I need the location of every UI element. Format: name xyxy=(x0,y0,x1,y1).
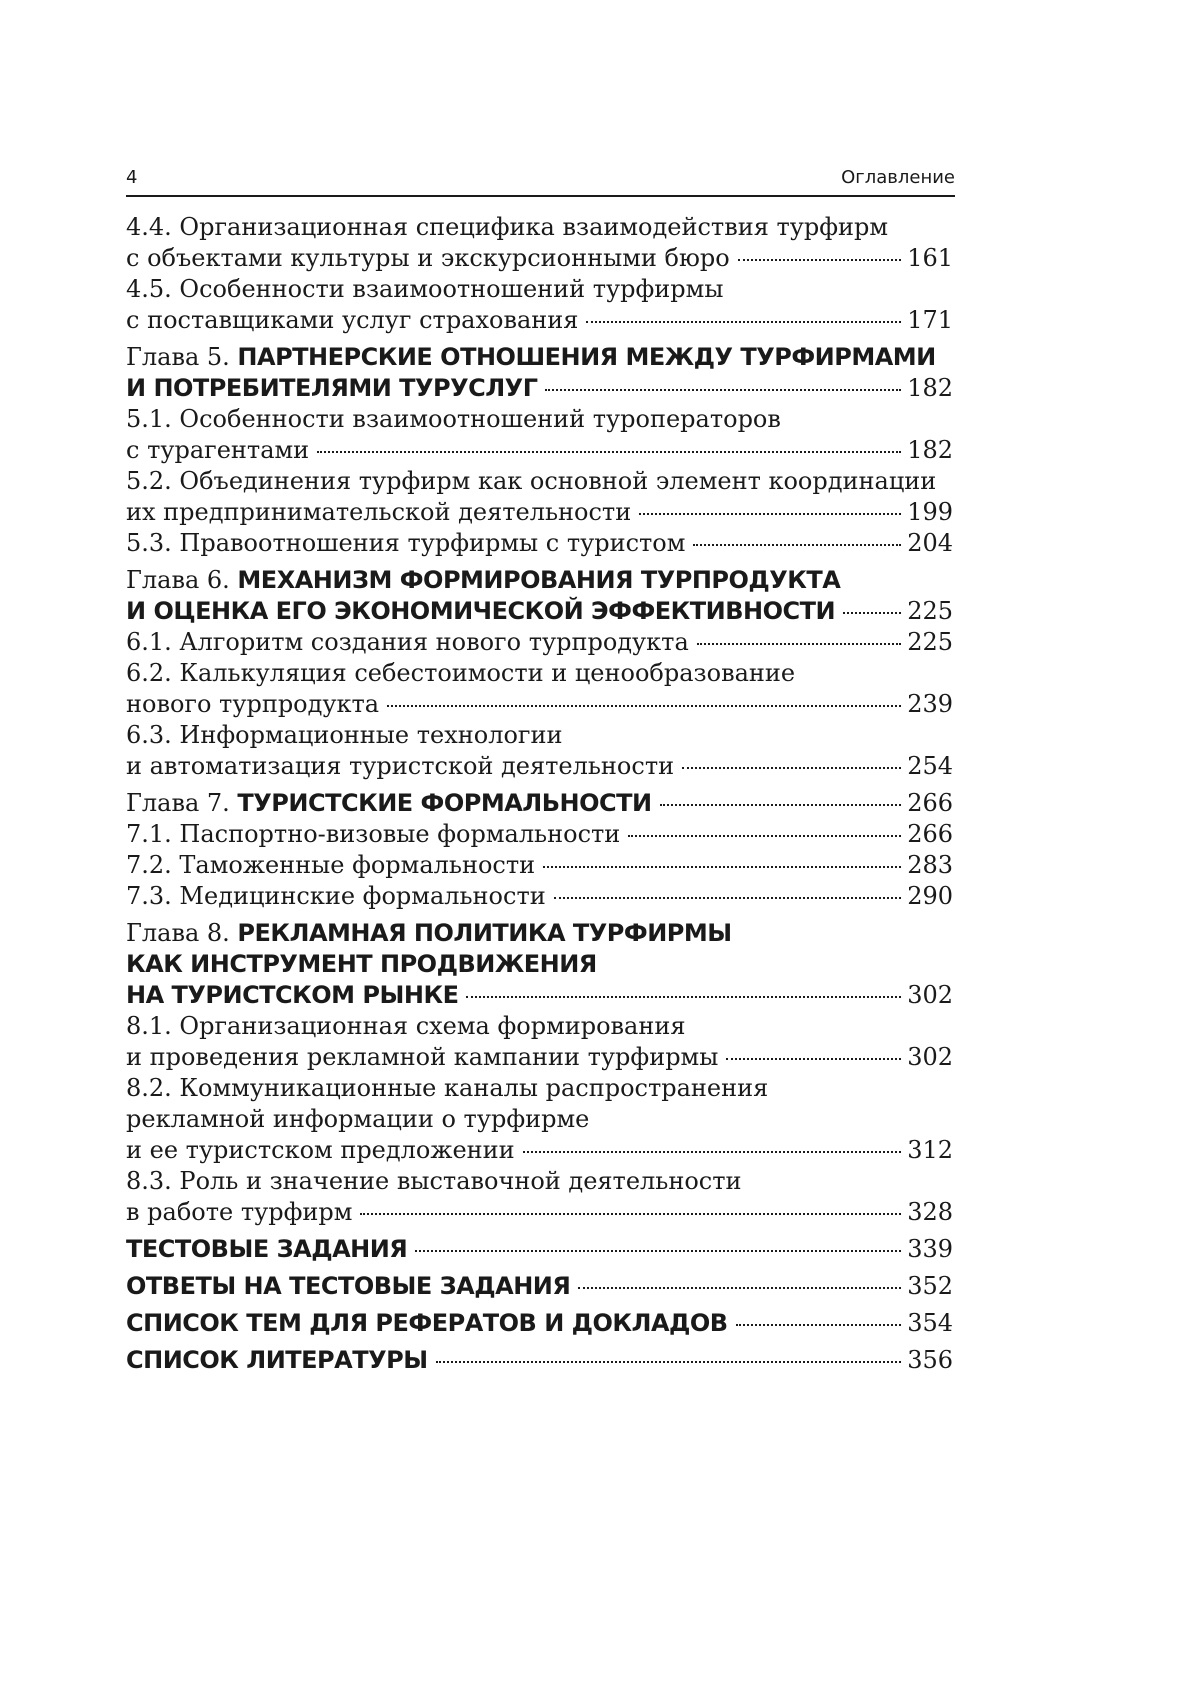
dot-leader xyxy=(726,1058,901,1060)
section-title: 7.3. Медицинские формальности xyxy=(126,882,546,910)
section-title: 6.1. Алгоритм создания нового турпродукта xyxy=(126,628,689,656)
toc-page-number: 199 xyxy=(907,498,953,526)
toc-entry-backmatter xyxy=(126,1308,953,1339)
chapter-title: НА ТУРИСТСКОМ РЫНКЕ xyxy=(126,981,459,1009)
dot-leader xyxy=(387,705,901,707)
toc-line-text xyxy=(126,689,379,720)
toc-line xyxy=(126,689,953,720)
toc-page-number: 352 xyxy=(907,1272,953,1300)
page-number: 4 xyxy=(126,167,138,188)
toc-line-text xyxy=(126,788,652,819)
toc-line xyxy=(126,1271,953,1302)
running-title: Оглавление xyxy=(841,167,955,188)
section-title: рекламной информации о турфирме xyxy=(126,1105,590,1133)
toc-line-text xyxy=(126,566,840,594)
toc-line-text xyxy=(126,1345,428,1376)
toc-entry-section xyxy=(126,274,953,336)
dot-leader xyxy=(578,1287,901,1289)
toc-entry-section xyxy=(126,627,953,658)
chapter-title: ОТВЕТЫ НА ТЕСТОВЫЕ ЗАДАНИЯ xyxy=(126,1272,571,1300)
toc-page-number: 302 xyxy=(907,981,953,1009)
toc-line-text xyxy=(126,1135,515,1166)
section-title: 5.2. Объединения турфирм как основной элемент координации xyxy=(126,467,937,495)
dot-leader xyxy=(317,451,901,453)
section-title: и проведения рекламной кампании турфирмы xyxy=(126,1043,719,1071)
toc-line xyxy=(126,1073,953,1104)
toc-line xyxy=(126,528,953,559)
toc-line xyxy=(126,274,953,305)
toc-page-number: 302 xyxy=(907,1043,953,1071)
toc-entry-section xyxy=(126,881,953,912)
toc-line xyxy=(126,435,953,466)
toc-line-text xyxy=(126,950,597,978)
toc-page-number: 312 xyxy=(907,1136,953,1164)
toc-entry-section xyxy=(126,212,953,274)
section-title: 8.2. Коммуникационные каналы распространения xyxy=(126,1074,769,1102)
toc-line-text xyxy=(126,919,732,947)
toc-line-text xyxy=(126,213,888,241)
chapter-title: И ПОТРЕБИТЕЛЯМИ ТУРУСЛУГ xyxy=(126,374,538,402)
chapter-prefix: Глава 6. xyxy=(126,566,238,594)
toc-line xyxy=(126,342,953,373)
dot-leader xyxy=(639,513,901,515)
toc-line-text xyxy=(126,435,309,466)
dot-leader xyxy=(660,804,902,806)
toc-line xyxy=(126,305,953,336)
toc-line xyxy=(126,373,953,404)
chapter-title: И ОЦЕНКА ЕГО ЭКОНОМИЧЕСКОЙ ЭФФЕКТИВНОСТИ xyxy=(126,597,836,625)
toc-line-text xyxy=(126,243,730,274)
toc-entry-section xyxy=(126,658,953,720)
section-title: 8.3. Роль и значение выставочной деятельности xyxy=(126,1167,742,1195)
toc-line-text xyxy=(126,819,620,850)
chapter-prefix: Глава 8. xyxy=(126,919,238,947)
chapter-prefix: Глава 7. xyxy=(126,789,238,817)
toc-line xyxy=(126,565,953,596)
toc-page-number: 204 xyxy=(907,529,953,557)
toc-entry-backmatter xyxy=(126,1345,953,1376)
toc-entry-section xyxy=(126,720,953,782)
toc-page-number: 354 xyxy=(907,1309,953,1337)
toc-entry-section xyxy=(126,1166,953,1228)
dot-leader xyxy=(545,389,901,391)
toc-line xyxy=(126,751,953,782)
toc-line xyxy=(126,980,953,1011)
toc-line-text xyxy=(126,1197,352,1228)
toc-page-number: 290 xyxy=(907,882,953,910)
toc-page-number: 182 xyxy=(907,374,953,402)
toc-page-number: 266 xyxy=(907,789,953,817)
dot-leader xyxy=(843,612,901,614)
chapter-title: СПИСОК ЛИТЕРАТУРЫ xyxy=(126,1346,428,1374)
toc-entry-section xyxy=(126,850,953,881)
toc-entry-chapter xyxy=(126,565,953,627)
section-title: нового турпродукта xyxy=(126,690,380,718)
toc-line xyxy=(126,1345,953,1376)
toc-entry-chapter xyxy=(126,342,953,404)
toc-page-number: 283 xyxy=(907,851,953,879)
section-title: с турагентами xyxy=(126,436,310,464)
section-title: в работе турфирм xyxy=(126,1198,353,1226)
section-title: 4.5. Особенности взаимоотношений турфирмы xyxy=(126,275,724,303)
toc-line-text xyxy=(126,881,546,912)
section-title: 4.4. Организационная специфика взаимодействия турфирм xyxy=(126,213,889,241)
toc-line xyxy=(126,497,953,528)
toc-page-number: 339 xyxy=(907,1235,953,1263)
toc-line-text xyxy=(126,373,537,404)
toc-line xyxy=(126,850,953,881)
toc-entry-section xyxy=(126,819,953,850)
dot-leader xyxy=(586,321,901,323)
toc-line xyxy=(126,1011,953,1042)
section-title: 7.2. Таможенные формальности xyxy=(126,851,536,879)
dot-leader xyxy=(436,1361,902,1363)
toc-line-text xyxy=(126,659,795,687)
toc-page-number: 182 xyxy=(907,436,953,464)
toc-line xyxy=(126,788,953,819)
toc-line-text xyxy=(126,721,562,749)
toc-line-text xyxy=(126,343,936,371)
toc-line xyxy=(126,658,953,689)
dot-leader xyxy=(360,1213,901,1215)
section-title: 6.2. Калькуляция себестоимости и ценообразование xyxy=(126,659,796,687)
toc-line-text xyxy=(126,1271,570,1302)
toc-line xyxy=(126,243,953,274)
toc-line-text xyxy=(126,1042,718,1073)
chapter-title: СПИСОК ТЕМ ДЛЯ РЕФЕРАТОВ И ДОКЛАДОВ xyxy=(126,1309,728,1337)
toc-line xyxy=(126,596,953,627)
section-title: 8.1. Организационная схема формирования xyxy=(126,1012,686,1040)
toc-line-text xyxy=(126,1167,742,1195)
toc-page-number: 161 xyxy=(907,244,953,272)
toc-line-text xyxy=(126,850,535,881)
chapter-title: ПАРТНЕРСКИЕ ОТНОШЕНИЯ МЕЖДУ ТУРФИРМАМИ xyxy=(237,343,936,371)
toc-line-text xyxy=(126,467,936,495)
toc-line xyxy=(126,1135,953,1166)
dot-leader xyxy=(697,643,901,645)
toc-page-number: 328 xyxy=(907,1198,953,1226)
section-title: и ее туристском предложении xyxy=(126,1136,515,1164)
toc-line-text xyxy=(126,305,578,336)
section-title: 5.1. Особенности взаимоотношений туроператоров xyxy=(126,405,781,433)
chapter-title: РЕКЛАМНАЯ ПОЛИТИКА ТУРФИРМЫ xyxy=(237,919,732,947)
chapter-title: МЕХАНИЗМ ФОРМИРОВАНИЯ ТУРПРОДУКТА xyxy=(237,566,841,594)
toc-line-text xyxy=(126,275,723,303)
table-of-contents xyxy=(126,212,953,1376)
dot-leader xyxy=(738,259,902,261)
toc-line xyxy=(126,1042,953,1073)
toc-entry-section xyxy=(126,404,953,466)
toc-line xyxy=(126,1234,953,1265)
dot-leader xyxy=(466,996,901,998)
section-title: с объектами культуры и экскурсионными бюро xyxy=(126,244,730,272)
toc-line xyxy=(126,627,953,658)
toc-entry-chapter xyxy=(126,788,953,819)
section-title: 7.1. Паспортно-визовые формальности xyxy=(126,820,621,848)
chapter-title: КАК ИНСТРУМЕНТ ПРОДВИЖЕНИЯ xyxy=(126,950,597,978)
section-title: и автоматизация туристской деятельности xyxy=(126,752,675,780)
toc-line xyxy=(126,404,953,435)
toc-line-text xyxy=(126,405,781,433)
toc-entry-section xyxy=(126,528,953,559)
toc-line xyxy=(126,212,953,243)
toc-line-text xyxy=(126,980,458,1011)
dot-leader xyxy=(693,544,901,546)
chapter-title: ТУРИСТСКИЕ ФОРМАЛЬНОСТИ xyxy=(237,789,652,817)
toc-line xyxy=(126,1104,953,1135)
page-header xyxy=(126,167,955,197)
toc-line-text xyxy=(126,528,685,559)
toc-line xyxy=(126,881,953,912)
toc-entry-section xyxy=(126,1011,953,1073)
section-title: 5.3. Правоотношения турфирмы с туристом xyxy=(126,529,686,557)
toc-entry-backmatter xyxy=(126,1234,953,1265)
toc-entry-backmatter xyxy=(126,1271,953,1302)
chapter-prefix: Глава 5. xyxy=(126,343,238,371)
toc-entry-chapter xyxy=(126,918,953,1011)
dot-leader xyxy=(682,767,901,769)
section-title: их предпринимательской деятельности xyxy=(126,498,632,526)
dot-leader xyxy=(543,866,901,868)
toc-line-text xyxy=(126,1308,728,1339)
toc-page-number: 266 xyxy=(907,820,953,848)
toc-line-text xyxy=(126,1234,407,1265)
dot-leader xyxy=(554,897,901,899)
toc-line xyxy=(126,1197,953,1228)
dot-leader xyxy=(523,1151,902,1153)
dot-leader xyxy=(628,835,901,837)
toc-line-text xyxy=(126,596,835,627)
toc-line xyxy=(126,1308,953,1339)
section-title: с поставщиками услуг страхования xyxy=(126,306,579,334)
toc-page-number: 171 xyxy=(907,306,953,334)
toc-page-number: 225 xyxy=(907,628,953,656)
toc-page-number: 239 xyxy=(907,690,953,718)
toc-page-number: 225 xyxy=(907,597,953,625)
toc-line xyxy=(126,1166,953,1197)
section-title: 6.3. Информационные технологии xyxy=(126,721,563,749)
toc-entry-section xyxy=(126,1073,953,1166)
toc-page-number: 254 xyxy=(907,752,953,780)
toc-line xyxy=(126,720,953,751)
toc-line-text xyxy=(126,497,631,528)
chapter-title: ТЕСТОВЫЕ ЗАДАНИЯ xyxy=(126,1235,408,1263)
toc-line-text xyxy=(126,627,689,658)
toc-line xyxy=(126,949,953,980)
dot-leader xyxy=(415,1250,901,1252)
toc-line-text xyxy=(126,1074,768,1102)
toc-line xyxy=(126,918,953,949)
toc-line-text xyxy=(126,1012,686,1040)
toc-page-number: 356 xyxy=(907,1346,953,1374)
toc-line xyxy=(126,466,953,497)
toc-line-text xyxy=(126,751,674,782)
dot-leader xyxy=(736,1324,902,1326)
toc-line xyxy=(126,819,953,850)
toc-entry-section xyxy=(126,466,953,528)
toc-line-text xyxy=(126,1105,589,1133)
